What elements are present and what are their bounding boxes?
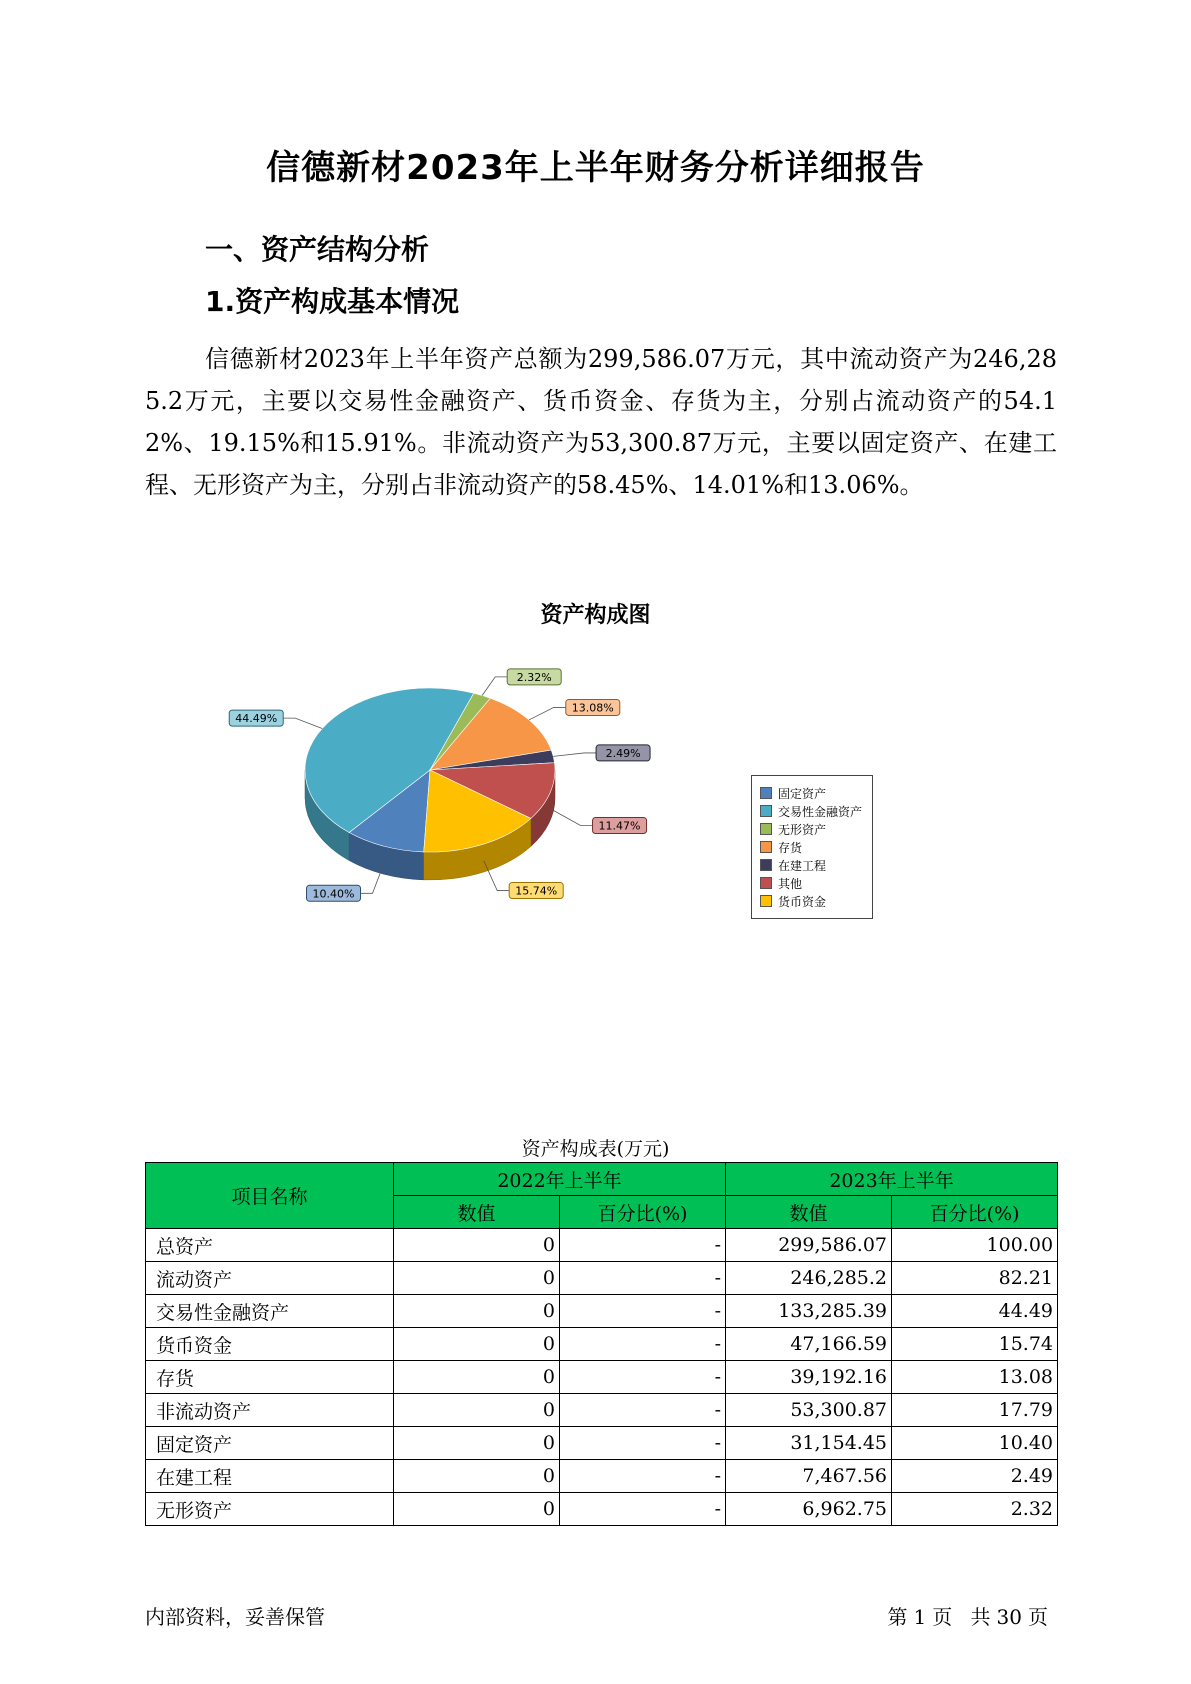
legend-swatch <box>760 823 772 835</box>
legend-label: 在建工程 <box>778 858 827 873</box>
row-percent-2023: 44.49 <box>892 1295 1058 1328</box>
legend-swatch <box>760 787 772 799</box>
row-value-2023: 246,285.2 <box>726 1262 892 1295</box>
row-name: 存货 <box>146 1361 394 1394</box>
row-value-2023: 133,285.39 <box>726 1295 892 1328</box>
row-percent-2023: 13.08 <box>892 1361 1058 1394</box>
pie-data-label <box>482 669 561 696</box>
page-number: 1 <box>913 1605 927 1629</box>
row-name: 流动资产 <box>146 1262 394 1295</box>
header-period-2023: 2023年上半年 <box>726 1163 1058 1196</box>
table-body <box>146 1229 1058 1526</box>
table-row <box>146 1229 1058 1262</box>
legend-swatch <box>760 859 772 871</box>
pie-leader-line <box>550 809 592 826</box>
legend-item <box>760 856 872 874</box>
row-value-2022: 0 <box>394 1427 560 1460</box>
legend-item <box>760 784 872 802</box>
page-prefix: 第 <box>887 1605 908 1629</box>
report-title: 信德新材2023年上半年财务分析详细报告 <box>266 148 925 188</box>
pie-label-text: 2.32% <box>516 670 552 684</box>
row-percent-2022: - <box>560 1493 726 1526</box>
legend-swatch <box>760 841 772 853</box>
legend-swatch <box>760 877 772 889</box>
row-value-2022: 0 <box>394 1394 560 1427</box>
table-row <box>146 1460 1058 1493</box>
legend-label: 交易性金融资产 <box>778 804 863 819</box>
table-row <box>146 1427 1058 1460</box>
row-value-2023: 47,166.59 <box>726 1328 892 1361</box>
footer-page-info <box>884 1601 1051 1630</box>
row-percent-2022: - <box>560 1295 726 1328</box>
pie-label-text: 44.49% <box>235 712 278 726</box>
row-value-2022: 0 <box>394 1361 560 1394</box>
row-name: 交易性金融资产 <box>146 1295 394 1328</box>
row-percent-2023: 82.21 <box>892 1262 1058 1295</box>
table-row <box>146 1328 1058 1361</box>
table-caption: 资产构成表(万元) <box>521 1138 670 1160</box>
header-value-2023: 数值 <box>726 1196 892 1229</box>
pie-label-text: 15.74% <box>515 884 558 898</box>
row-value-2022: 0 <box>394 1493 560 1526</box>
pie-label-text: 2.49% <box>605 746 641 760</box>
pie-leader-line <box>482 677 507 696</box>
row-value-2023: 299,586.07 <box>726 1229 892 1262</box>
row-name: 非流动资产 <box>146 1394 394 1427</box>
row-value-2022: 0 <box>394 1262 560 1295</box>
table-row <box>146 1493 1058 1526</box>
header-period-2022: 2022年上半年 <box>394 1163 726 1196</box>
row-percent-2022: - <box>560 1328 726 1361</box>
row-value-2022: 0 <box>394 1328 560 1361</box>
pie-leader-line <box>553 753 596 756</box>
legend-item <box>760 874 872 892</box>
legend-label: 存货 <box>778 840 803 855</box>
row-percent-2023: 17.79 <box>892 1394 1058 1427</box>
row-value-2023: 31,154.45 <box>726 1427 892 1460</box>
section-heading: 一、资产结构分析 <box>205 233 430 266</box>
row-percent-2022: - <box>560 1394 726 1427</box>
table-row <box>146 1361 1058 1394</box>
pie-leader-line <box>283 718 322 728</box>
legend-label: 无形资产 <box>778 822 827 837</box>
row-percent-2022: - <box>560 1460 726 1493</box>
row-name: 无形资产 <box>146 1493 394 1526</box>
legend-swatch <box>760 805 772 817</box>
row-name: 在建工程 <box>146 1460 394 1493</box>
pie-label-text: 10.40% <box>312 887 355 901</box>
pie-leader-line <box>529 707 566 720</box>
pie-data-label <box>229 710 322 728</box>
row-value-2022: 0 <box>394 1460 560 1493</box>
row-name: 固定资产 <box>146 1427 394 1460</box>
subsection-heading: 1.资产构成基本情况 <box>205 285 460 318</box>
legend-label: 货币资金 <box>778 894 827 909</box>
legend-item <box>760 838 872 856</box>
row-percent-2023: 2.32 <box>892 1493 1058 1526</box>
pie-label-text: 13.08% <box>571 701 614 715</box>
row-value-2022: 0 <box>394 1229 560 1262</box>
total-prefix: 共 <box>970 1605 991 1629</box>
chart-title: 资产构成图 <box>540 603 651 628</box>
table-row <box>146 1262 1058 1295</box>
row-percent-2022: - <box>560 1262 726 1295</box>
pie-data-label <box>550 809 646 834</box>
header-value-2022: 数值 <box>394 1196 560 1229</box>
footer-confidential: 内部资料，妥善保管 <box>145 1605 325 1629</box>
row-value-2023: 39,192.16 <box>726 1361 892 1394</box>
row-value-2023: 7,467.56 <box>726 1460 892 1493</box>
pie-data-label <box>553 745 650 761</box>
row-percent-2023: 2.49 <box>892 1460 1058 1493</box>
summary-paragraph: 信德新材2023年上半年资产总额为299,586.07万元，其中流动资产为246,285.2万元，主要以交易性金融资产、货币资金、存货为主，分别占流动资产的54.12%、19.15%和15.91%。非流动资产为53,300.87万元，主要以固定资产、在建工程、无形资产为主，分别占非流动资产的58.45%、14.01%和13.06%。 <box>145 345 1057 499</box>
row-value-2022: 0 <box>394 1295 560 1328</box>
row-percent-2023: 100.00 <box>892 1229 1058 1262</box>
legend-item <box>760 892 872 910</box>
legend-item <box>760 820 872 838</box>
total-unit: 页 <box>1028 1605 1048 1629</box>
legend-item <box>760 802 872 820</box>
chart-legend <box>751 775 873 919</box>
row-percent-2022: - <box>560 1229 726 1262</box>
row-name: 总资产 <box>146 1229 394 1262</box>
row-percent-2023: 15.74 <box>892 1328 1058 1361</box>
header-item-name: 项目名称 <box>146 1163 394 1229</box>
header-percent-2022: 百分比(%) <box>560 1196 726 1229</box>
row-percent-2022: - <box>560 1361 726 1394</box>
legend-swatch <box>760 895 772 907</box>
legend-label: 固定资产 <box>778 786 827 801</box>
total-pages: 30 <box>996 1605 1022 1629</box>
table-row <box>146 1295 1058 1328</box>
table-row <box>146 1394 1058 1427</box>
row-percent-2023: 10.40 <box>892 1427 1058 1460</box>
asset-table <box>145 1162 1058 1526</box>
page-unit: 页 <box>932 1605 953 1629</box>
row-name: 货币资金 <box>146 1328 394 1361</box>
row-value-2023: 53,300.87 <box>726 1394 892 1427</box>
pie-data-label <box>529 699 620 720</box>
header-percent-2023: 百分比(%) <box>892 1196 1058 1229</box>
row-value-2023: 6,962.75 <box>726 1493 892 1526</box>
row-percent-2022: - <box>560 1427 726 1460</box>
legend-label: 其他 <box>778 876 803 891</box>
pie-label-text: 11.47% <box>598 819 641 833</box>
